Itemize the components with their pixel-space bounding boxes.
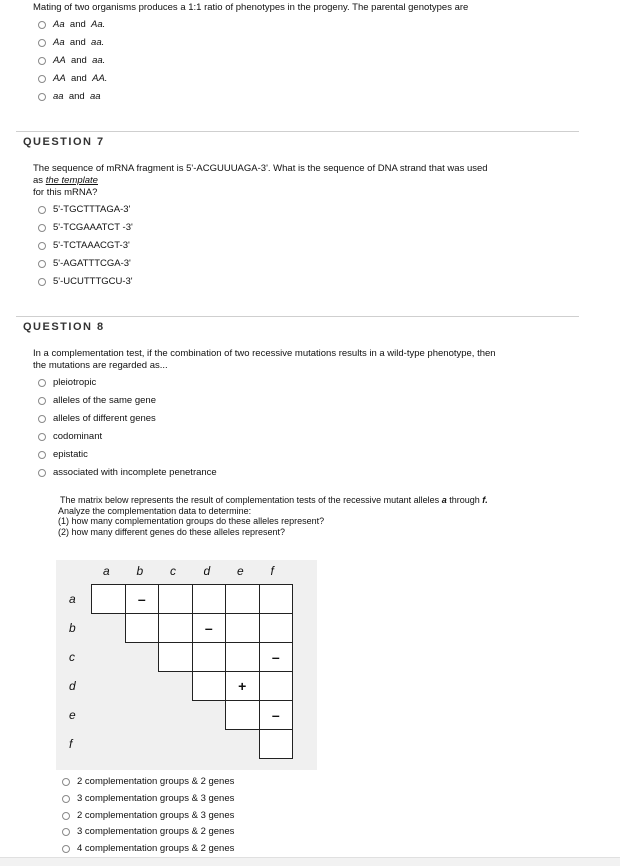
q8-answer-option[interactable] — [62, 792, 234, 806]
radio-button[interactable] — [38, 224, 46, 232]
q7-option-label: 5'-TGCTTTAGA-3' — [53, 204, 131, 215]
matrix-cell — [158, 584, 193, 614]
q6-option[interactable] — [38, 36, 104, 50]
radio-button[interactable] — [38, 21, 46, 29]
q8-option-label: alleles of different genes — [53, 413, 156, 424]
q8-option[interactable] — [38, 412, 156, 426]
matrix-cell — [259, 613, 294, 643]
matrix-cell — [225, 613, 260, 643]
radio-button[interactable] — [38, 379, 46, 387]
matrix-instructions-line1 — [58, 495, 488, 506]
divider — [16, 316, 579, 317]
q8-answer-option[interactable] — [62, 842, 234, 856]
matrix-cell — [259, 729, 294, 759]
q8-prompt — [33, 348, 496, 372]
q8-option-label: pleiotropic — [53, 377, 97, 388]
q8-option[interactable] — [38, 448, 88, 462]
q7-prompt-template: the template — [45, 175, 98, 186]
radio-button[interactable] — [62, 778, 70, 786]
matrix-cell — [192, 584, 227, 614]
q7-option[interactable] — [38, 239, 130, 253]
matrix-cell — [91, 584, 126, 614]
matrix-text-mid: through — [446, 495, 483, 505]
and-text: and — [69, 19, 86, 30]
and-text: and — [68, 91, 85, 102]
q7-option-label: 5'-UCUTTTGCU-3' — [53, 276, 133, 287]
genotype-1: Aa — [53, 19, 65, 30]
radio-button[interactable] — [38, 397, 46, 405]
q8-option[interactable] — [38, 376, 96, 390]
radio-button[interactable] — [38, 75, 46, 83]
q8-answer-option-label: 4 complementation groups & 2 genes — [77, 843, 235, 855]
matrix-cell — [192, 671, 227, 701]
q8-option-label: epistatic — [53, 449, 88, 460]
q6-option-label — [53, 37, 104, 49]
matrix-col-label: c — [170, 564, 176, 578]
matrix-col-label: f — [270, 564, 274, 578]
radio-button[interactable] — [38, 433, 46, 441]
radio-button[interactable] — [62, 845, 70, 853]
genotype-2: Aa. — [91, 19, 106, 30]
matrix-row-label: a — [69, 592, 76, 606]
matrix-cell: – — [192, 613, 227, 643]
radio-button[interactable] — [38, 206, 46, 214]
radio-button[interactable] — [62, 812, 70, 820]
radio-button[interactable] — [38, 93, 46, 101]
matrix-text-a: a — [441, 495, 447, 505]
genotype-2: aa. — [91, 37, 105, 48]
radio-button[interactable] — [38, 39, 46, 47]
genotype-1: AA — [53, 73, 66, 84]
matrix-cell — [192, 642, 227, 672]
genotype-2: AA. — [92, 73, 108, 84]
matrix-cell: – — [259, 642, 294, 672]
q8-answer-option[interactable] — [62, 809, 234, 823]
q7-prompt-line1: The sequence of mRNA fragment is 5'-ACGUUUAGA-3'. What is the sequence of DNA strand that was used — [33, 163, 488, 174]
q8-answer-option-label: 2 complementation groups & 3 genes — [77, 809, 235, 821]
matrix-cell — [259, 584, 294, 614]
matrix-col-label: e — [237, 564, 244, 578]
q8-option[interactable] — [38, 394, 156, 408]
genotype-2: aa — [90, 91, 101, 102]
and-text: and — [70, 55, 87, 66]
q6-option[interactable] — [38, 54, 105, 68]
matrix-cell: – — [125, 584, 160, 614]
q6-option[interactable] — [38, 72, 107, 86]
matrix-instructions — [58, 495, 488, 537]
radio-button[interactable] — [38, 469, 46, 477]
question-7-heading: QUESTION 7 — [23, 136, 105, 148]
genotype-1: aa — [53, 91, 64, 102]
q7-option[interactable] — [38, 257, 131, 271]
q7-option-label: 5'-TCGAAATCT -3' — [53, 222, 133, 233]
radio-button[interactable] — [38, 242, 46, 250]
matrix-cell: + — [225, 671, 260, 701]
radio-button[interactable] — [62, 828, 70, 836]
matrix-col-label: b — [136, 564, 144, 578]
matrix-row-label: c — [69, 650, 75, 664]
q6-prompt: Mating of two organisms produces a 1:1 ratio of phenotypes in the progeny. The parental genotypes are — [33, 2, 469, 13]
radio-button[interactable] — [38, 260, 46, 268]
matrix-instructions-line2: Analyze the complementation data to determine: — [58, 505, 252, 516]
and-text: and — [70, 73, 87, 84]
q8-prompt-line2: the mutations are regarded as... — [33, 360, 168, 371]
q6-option-label — [53, 19, 105, 31]
q7-prompt-line2 — [33, 175, 488, 187]
matrix-text-f: f. — [482, 495, 488, 505]
q6-option[interactable] — [38, 90, 101, 104]
matrix-col-label: d — [203, 564, 211, 578]
q7-option-label: 5'-TCTAAACGT-3' — [53, 240, 130, 251]
q6-option-label — [53, 91, 101, 103]
q8-answer-option[interactable] — [62, 825, 234, 839]
q8-answer-option[interactable] — [62, 775, 234, 789]
matrix-cell — [158, 642, 193, 672]
q7-prompt — [33, 163, 488, 199]
genotype-2: aa. — [92, 55, 106, 66]
q7-option[interactable] — [38, 221, 133, 235]
divider — [16, 131, 579, 132]
complementation-matrix — [56, 560, 317, 770]
matrix-cell: – — [259, 700, 294, 730]
radio-button[interactable] — [38, 415, 46, 423]
genotype-1: AA — [53, 55, 66, 66]
matrix-row-label: b — [69, 621, 76, 635]
q7-option[interactable] — [38, 275, 133, 289]
q7-option[interactable] — [38, 203, 130, 217]
matrix-col-label: a — [103, 564, 110, 578]
q6-option-label — [53, 55, 105, 67]
matrix-instructions-line3: (1) how many complementation groups do these alleles represent? — [58, 516, 325, 526]
radio-button[interactable] — [38, 278, 46, 286]
matrix-cell — [225, 642, 260, 672]
matrix-cell — [125, 613, 160, 643]
matrix-row-label: d — [69, 679, 76, 693]
q8-prompt-line1: In a complementation test, if the combination of two recessive mutations results in a wild-type phenotype, then — [33, 348, 496, 359]
q8-answer-option-label: 2 complementation groups & 2 genes — [77, 776, 235, 787]
and-text: and — [69, 37, 86, 48]
matrix-cell — [259, 671, 294, 701]
matrix-cell — [158, 613, 193, 643]
q8-option[interactable] — [38, 466, 217, 480]
q8-option-label: associated with incomplete penetrance — [53, 467, 217, 478]
q7-prompt-line3: for this mRNA? — [33, 187, 98, 198]
q6-option-label — [53, 73, 107, 85]
radio-button[interactable] — [62, 795, 70, 803]
genotype-1: Aa — [53, 37, 65, 48]
q8-option[interactable] — [38, 430, 102, 444]
matrix-cell — [225, 700, 260, 730]
q8-answer-option-label: 3 complementation groups & 2 genes — [77, 826, 235, 838]
question-8-heading: QUESTION 8 — [23, 321, 105, 333]
q8-answer-option-label: 3 complementation groups & 3 genes — [77, 792, 235, 804]
matrix-row-label: e — [69, 708, 76, 722]
radio-button[interactable] — [38, 451, 46, 459]
q8-option-label: codominant — [53, 431, 103, 442]
q8-option-label: alleles of the same gene — [53, 395, 156, 406]
radio-button[interactable] — [38, 57, 46, 65]
matrix-text-pre: The matrix below represents the result of complementation tests of the recessive mutant alleles — [60, 495, 442, 505]
q6-option[interactable] — [38, 18, 105, 32]
matrix-cell — [225, 584, 260, 614]
q7-prompt-as: as — [33, 175, 46, 186]
matrix-instructions-line4: (2) how many different genes do these alleles represent? — [58, 526, 285, 537]
matrix-row-label: f — [69, 737, 73, 751]
q7-option-label: 5'-AGATTTCGA-3' — [53, 258, 131, 269]
